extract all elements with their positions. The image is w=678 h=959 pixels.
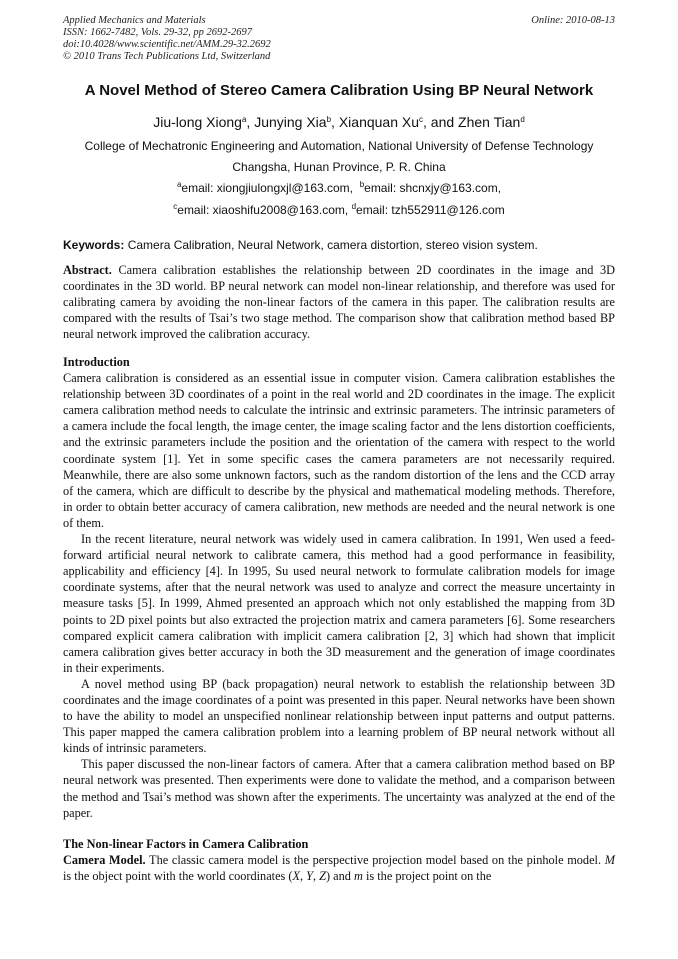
- email-d: email: tzh552911@126.com: [356, 203, 505, 217]
- math-var: Z: [319, 869, 327, 884]
- abstract-text: Camera calibration establishes the relationship between 2D coordinates in the image and 3D coordinates in the 3D world. BP neural network can model non-linear relationship, and therefore was used for calibrating camera by avoiding the non-linear factors of the camera in this paper. The calibration results are compared with the results of Tsai’s two stage method. The comparison show that calibration method based BP neural network improved the calibration accuracy.: [63, 263, 615, 342]
- keywords-text: Camera Calibration, Neural Network, camera distortion, stereo vision system.: [127, 238, 538, 252]
- nonlinear-section: [63, 836, 615, 884]
- math-var: M: [604, 853, 615, 868]
- author-name: Zhen Tian: [458, 114, 521, 130]
- author-name: Junying Xia: [254, 114, 327, 130]
- keywords-label: Keywords:: [63, 238, 125, 252]
- email-sup: d: [351, 202, 357, 211]
- author-name: Jiu-long Xiong: [153, 114, 242, 130]
- online-date: Online: 2010-08-13: [531, 15, 615, 26]
- doi-line: doi:10.4028/www.scientific.net/AMM.29-32.2692: [63, 39, 271, 50]
- paragraph: Camera calibration is considered as an essential issue in computer vision. Camera calibration establishes the relationship between 3D coordinates of a point in the real world and 2D coordinates in the image. The explicit camera calibration method needs to calculate the intrinsic and extrinsic parameters. The intrinsic parameters of a camera include the focal length, the image center, the image scaling factor and the lens distortion coefficients, and the extrinsic parameters include the position and the orientation of the camera with respect to the world coordinate system [1]. Yet in some specific cases the camera parameters are not necessarily required. Meanwhile, there are also some unknown factors, such as the random distortion of the lens and the CCD array of the camera, which are difficult to describe by the physical and mathematical modeling methods. Therefore, in order to obtain better accuracy of camera calibration, new methods are needed and the neural network is one of them.: [63, 371, 615, 530]
- author-name: Xianquan Xu: [338, 114, 420, 130]
- paragraph: This paper discussed the non-linear factors of camera. After that a camera calibration method based on BP neural network was presented. Then experiments were done to validate the method, and a comparison between the method and Tsai’s method was shown after the experiments. The uncertainty was analyzed at the end of the paper.: [63, 757, 615, 820]
- issn-line: ISSN: 1662-7482, Vols. 29-32, pp 2692-2697: [63, 27, 252, 38]
- keywords: [63, 238, 615, 252]
- text-run: is the object point with the world coordinates (: [63, 869, 293, 884]
- email-line-2: [40, 203, 638, 217]
- section-heading: The Non-linear Factors in Camera Calibration: [63, 837, 309, 851]
- author-sup: a: [241, 115, 247, 124]
- math-var: Y: [306, 869, 314, 884]
- paragraph: A novel method using BP (back propagation) neural network to establish the relationship between 3D coordinates and the image coordinates of a point was presented in this paper. Neural networks have been shown to have the ability to model an unspecified nonlinear relationship between input patterns and output patterns. This paper mapped the camera calibration problem into a learning problem of BP neural network without all kinds of intrinsic parameters.: [63, 676, 615, 756]
- text-run: is the project point on the: [362, 869, 492, 884]
- paragraph: [63, 852, 615, 884]
- introduction-section: [63, 354, 615, 821]
- author-list: [40, 114, 638, 130]
- author-sup: c: [419, 115, 424, 124]
- text-run: ,: [300, 869, 307, 884]
- email-sup: c: [173, 202, 178, 211]
- affiliation-line-2: Changsha, Hunan Province, P. R. China: [232, 160, 446, 174]
- email-a: email: xiongjiulongxjl@163.com,: [181, 181, 354, 195]
- paper-title: A Novel Method of Stereo Camera Calibration Using BP Neural Network: [84, 82, 594, 99]
- text-run: ,: [313, 869, 320, 884]
- author-sup: b: [326, 115, 332, 124]
- abstract-label: Abstract.: [63, 263, 112, 277]
- email-b: email: shcnxjy@163.com,: [364, 181, 502, 195]
- email-line-1: [40, 181, 638, 195]
- math-var: m: [354, 869, 363, 884]
- text-run: The classic camera model is the perspective projection model based on the pinhole model.: [145, 853, 605, 868]
- email-sup: a: [176, 180, 182, 189]
- abstract: [63, 262, 615, 342]
- author-sep: ,: [246, 114, 255, 130]
- journal-header: [63, 15, 615, 63]
- author-sep: ,: [331, 114, 339, 130]
- affiliation-line-1: College of Mechatronic Engineering and Automation, National University of Defense Technology: [84, 139, 594, 153]
- section-heading: Introduction: [63, 355, 130, 369]
- email-c: email: xiaoshifu2008@163.com,: [177, 203, 349, 217]
- copyright-line: © 2010 Trans Tech Publications Ltd, Switzerland: [63, 51, 271, 62]
- text-run: ) and: [326, 869, 355, 884]
- camera-model-label: Camera Model.: [63, 853, 146, 868]
- paragraph: In the recent literature, neural network was widely used in camera calibration. In 1991, Wen used a feed-forward artificial neural network to calibrate camera, this method had a good performance in feasibility, applicability and efficiency [4]. In 1995, Su used neural network to formulate calibration models for image coordinate systems, after that the neural network was used to analyze and correct the measure uncertainty in measure tasks [5]. In 1999, Ahmed presented an approach which not only established the mapping from 3D points to 2D pixel points but also extracted the projection matrix and camera parameters [6]. Some researchers compared explicit camera calibration with implicit camera calibration [2, 3] which had shown that implicit camera calibration gives better accuracy in both the 3D measurement and the generation of image coordinates in their experiments.: [63, 532, 615, 675]
- email-sup: b: [359, 180, 365, 189]
- math-var: X: [292, 869, 301, 884]
- journal-name: Applied Mechanics and Materials: [63, 15, 206, 26]
- author-sep: , and: [423, 114, 459, 130]
- author-sup: d: [520, 115, 525, 124]
